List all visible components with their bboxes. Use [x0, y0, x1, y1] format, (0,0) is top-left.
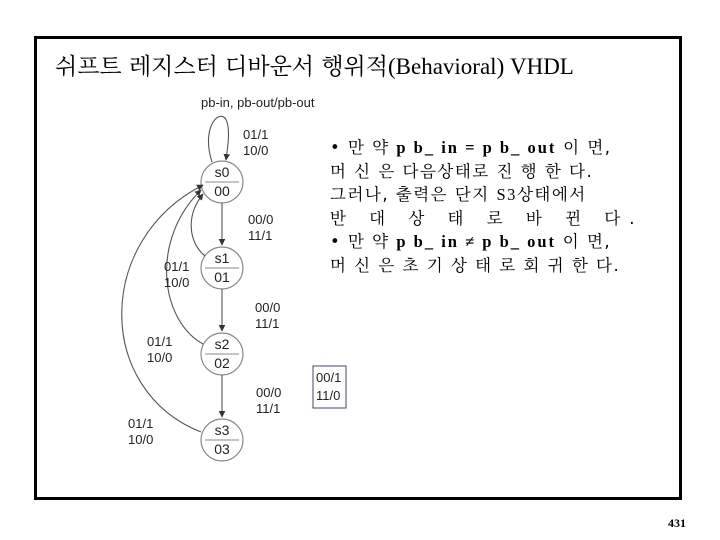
state-s1-output: 01: [214, 269, 230, 285]
self-loop-arrow: [208, 116, 228, 162]
label-self-loop-a: 01/1: [243, 127, 269, 142]
note-line-2: 머 신 은 다음상태로 진 행 한 다.: [330, 161, 594, 181]
label-s2-s0-b: 10/0: [147, 350, 173, 365]
label-s1-s2-a: 00/0: [255, 300, 281, 315]
bullet-1: •: [330, 138, 342, 157]
title-korean: 쉬프트 레지스터 디바운서 행위적: [55, 54, 388, 80]
note-line-3: 그러나, 출력은 단지 S3상태에서: [330, 185, 587, 204]
label-s0-s1-b: 11/1: [248, 228, 273, 243]
transition-label-header: pb-in, pb-out/pb-out: [201, 95, 315, 110]
label-s2-s3-a: 00/0: [256, 385, 282, 400]
note-line-6: 머 신 은 초 기 상 태 로 회 귀 한 다.: [330, 255, 621, 275]
state-s2: [201, 333, 243, 375]
arrow-s1-s0: [191, 194, 205, 256]
state-s0-output: 00: [214, 183, 230, 199]
state-s3: [201, 419, 243, 461]
note-line-5: • 만 약 p b_ in ≠ p b_ out 이 면,: [330, 232, 612, 251]
state-s1: [201, 247, 243, 289]
page-number: 431: [668, 516, 686, 530]
label-s3-s0-b: 10/0: [128, 432, 154, 447]
label-s1-s0-a: 01/1: [164, 259, 190, 274]
code-equal: p b_ in = p b_ out: [396, 138, 557, 157]
label-s2-s0-a: 01/1: [147, 334, 173, 349]
note-line-1: • 만 약 p b_ in = p b_ out 이 면,: [330, 138, 612, 157]
label-self-loop-b: 10/0: [243, 143, 269, 158]
note-line-4: 반 대 상 태 로 바 뀐 다.: [330, 208, 644, 228]
explanation-text: [330, 136, 644, 277]
label-boxed-b: 11/0: [316, 388, 341, 403]
label-s1-s2-b: 11/1: [255, 316, 280, 331]
state-s0: [201, 161, 243, 203]
label-s0-s1-a: 00/0: [248, 212, 274, 227]
title-english: (Behavioral) VHDL: [388, 54, 574, 79]
code-not-equal: p b_ in ≠ p b_ out: [396, 232, 557, 251]
state-s2-output: 02: [214, 355, 230, 371]
state-s3-output: 03: [214, 441, 230, 457]
bullet-2: •: [330, 232, 342, 251]
state-s0-name: s0: [214, 164, 230, 180]
state-s2-name: s2: [214, 336, 230, 352]
state-s3-name: s3: [214, 422, 230, 438]
label-s3-s0-a: 01/1: [128, 416, 154, 431]
label-boxed-a: 00/1: [316, 370, 342, 385]
label-s1-s0-b: 10/0: [164, 275, 190, 290]
state-s1-name: s1: [214, 250, 230, 266]
label-s2-s3-b: 11/1: [256, 401, 281, 416]
